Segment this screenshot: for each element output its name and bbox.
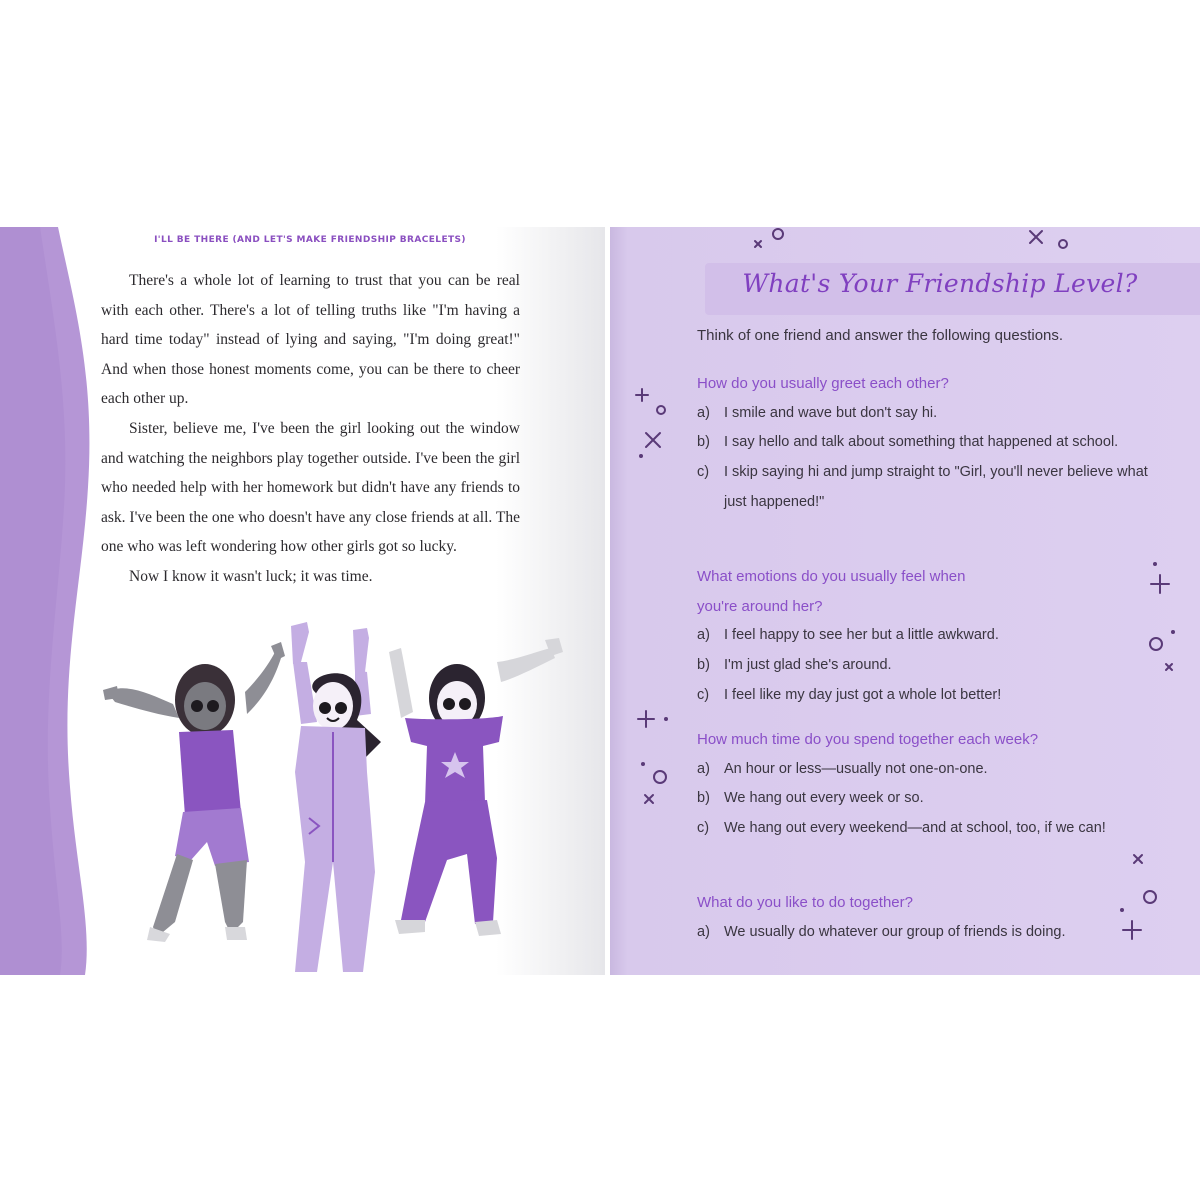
girl-middle-figure xyxy=(291,622,381,972)
sparkle-dot-icon xyxy=(664,717,668,721)
left-wave-decoration xyxy=(0,227,110,975)
sparkle-circle-icon xyxy=(773,229,783,239)
sparkle-circle-icon xyxy=(654,771,666,783)
option-a: a) We usually do whatever our group of friends is doing. xyxy=(697,923,1066,940)
option-a: a) An hour or less—usually not one-on-one. xyxy=(697,760,988,777)
right-page xyxy=(610,227,1200,975)
paragraph-3: Now I know it wasn't luck; it was time. xyxy=(129,567,373,585)
dancing-girls-illustration xyxy=(95,622,575,975)
option-b: b) We hang out every week or so. xyxy=(697,790,924,807)
girl-right-figure xyxy=(389,638,563,936)
sparkle-x-icon xyxy=(1030,231,1042,243)
sparkle-dot-icon xyxy=(639,454,643,458)
girl-left-figure xyxy=(103,642,285,942)
question-4 xyxy=(697,888,1167,947)
sparkle-cross-icon xyxy=(636,389,648,401)
question-text: How much time do you spend together each week? xyxy=(697,731,1039,748)
book-spread xyxy=(0,227,1200,975)
question-text: How do you usually greet each other? xyxy=(697,375,949,392)
body-text xyxy=(101,266,520,592)
sparkle-cross-icon xyxy=(638,711,654,727)
question-3 xyxy=(697,725,1167,844)
sparkle-dot-icon xyxy=(641,762,645,766)
question-text: What do you like to do together? xyxy=(697,894,913,911)
sparkle-x-icon xyxy=(755,241,761,247)
option-a: a) I smile and wave but don't say hi. xyxy=(697,404,938,421)
paragraph-2: Sister, believe me, I've been the girl looking out the window and watching the neighbors play together outside. I've been the girl who needed help with her homework but didn't have any friends to ask. I've been the one who doesn't have any close friends at all. The one who was left wondering how other girls got so lucky. xyxy=(101,419,520,556)
question-text: What emotions do you usually feel when you're around her? xyxy=(697,568,966,615)
option-c: c) We hang out every weekend—and at school, too, if we can! xyxy=(697,820,1106,837)
question-1 xyxy=(697,369,1167,518)
question-2-options xyxy=(697,621,1167,710)
option-c: c) I feel like my day just got a whole lot better! xyxy=(697,686,1002,703)
question-2 xyxy=(697,562,997,621)
paragraph-1: There's a whole lot of learning to trust that you can be real with each other. There's a lot of telling truths like "I'm having a hard time today" instead of lying and saying, "I'm doing great!" And when those honest moments come, you can be there to cheer each other up. xyxy=(101,272,520,408)
left-page xyxy=(0,227,605,975)
sparkle-x-icon xyxy=(646,433,660,447)
sparkle-x-icon xyxy=(645,795,653,803)
sparkle-circle-icon xyxy=(657,406,665,414)
sparkle-dot-icon xyxy=(1153,562,1157,566)
sparkle-cross-icon xyxy=(1151,575,1169,593)
option-c: c) I skip saying hi and jump straight to "Girl, you'll never believe what just happened!" xyxy=(697,464,1148,510)
running-head: I'LL BE THERE (AND LET'S MAKE FRIENDSHIP BRACELETS) xyxy=(154,235,466,245)
sparkle-x-icon xyxy=(1134,855,1142,863)
option-b: b) I'm just glad she's around. xyxy=(697,656,892,673)
option-b: b) I say hello and talk about something that happened at school. xyxy=(697,434,1119,451)
option-a: a) I feel happy to see her but a little awkward. xyxy=(697,627,999,643)
sparkle-circle-icon xyxy=(1059,240,1067,248)
intro-text: Think of one friend and answer the following questions. xyxy=(697,327,1064,344)
page-title: What's Your Friendship Level? xyxy=(742,269,1138,298)
sparkle-dot-icon xyxy=(1171,630,1175,634)
